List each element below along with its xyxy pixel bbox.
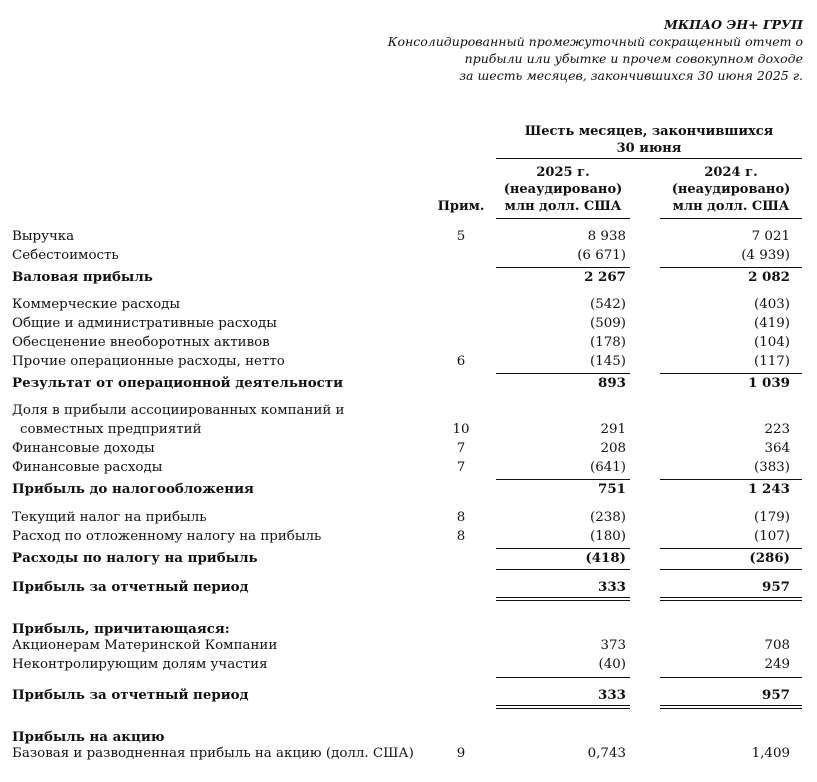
row-value-2025: 373 <box>600 638 626 653</box>
row-label: Доля в прибыли ассоциированных компаний и <box>12 403 345 418</box>
row-gross-profit <box>0 269 817 288</box>
row-label: Прибыль за отчетный период <box>12 687 249 703</box>
row-value-2025: (238) <box>589 510 626 525</box>
column-2024-header <box>660 164 802 215</box>
row-deferred-tax <box>0 529 817 548</box>
column-2025-header <box>496 164 630 215</box>
row-label: Прибыль за отчетный период <box>12 579 249 595</box>
row-value-2025: 291 <box>600 422 626 437</box>
row-value-2025: (145) <box>589 354 626 369</box>
row-label: Результат от операционной деятельности <box>12 375 344 391</box>
row-value-2025: (180) <box>589 529 626 544</box>
row-value-2024: 1,409 <box>751 746 790 761</box>
row-label: Себестоимость <box>12 248 119 263</box>
row-current-tax <box>0 510 817 529</box>
row-value-2025: (6 671) <box>577 248 626 263</box>
row-label: Финансовые расходы <box>12 460 163 475</box>
column-2024-status: (неаудировано) <box>671 182 791 197</box>
row-parent-shareholders <box>0 638 817 657</box>
row-value-2024: 223 <box>764 422 790 437</box>
row-profit-before-tax <box>0 481 817 500</box>
row-value-2024: 2 082 <box>748 269 790 285</box>
company-name: МКПАО ЭН+ ГРУП <box>663 17 803 32</box>
subtotal-line <box>496 677 630 678</box>
row-label: Общие и административные расходы <box>12 316 277 331</box>
row-value-2025: (641) <box>589 460 626 475</box>
row-value-2025: 8 938 <box>587 229 626 244</box>
period-header-line-1: Шесть месяцев, закончившихся <box>524 124 774 139</box>
report-title-line-3: за шесть месяцев, закончившихся 30 июня 2025 г. <box>459 68 803 83</box>
row-value-2024: (117) <box>753 354 790 369</box>
row-share-of-profit-line-1 <box>0 403 817 422</box>
row-value-2024: (104) <box>753 335 790 350</box>
subtotal-line <box>660 548 802 549</box>
subtotal-line <box>496 267 630 268</box>
row-note: 6 <box>456 354 466 369</box>
total-double-line <box>660 705 802 709</box>
subtotal-line <box>496 569 630 570</box>
row-value-2024: 1 243 <box>748 481 790 497</box>
row-share-of-profit <box>0 422 817 441</box>
row-value-2025: (418) <box>585 550 626 566</box>
row-value-2025: 333 <box>598 687 626 703</box>
report-title-line-2: прибыли или убытке и прочем совокупном доходе <box>464 51 803 66</box>
subtotal-line <box>496 479 630 480</box>
subtotal-line <box>660 267 802 268</box>
subtotal-line <box>660 569 802 570</box>
row-value-2024: (107) <box>753 529 790 544</box>
row-label: Текущий налог на прибыль <box>12 510 207 525</box>
row-label: Прибыль до налогообложения <box>12 481 254 497</box>
row-value-2025: (509) <box>589 316 626 331</box>
report-header <box>388 16 803 84</box>
report-title-line-1: Консолидированный промежуточный сокращенный отчет о <box>387 34 803 49</box>
row-value-2024: 7 021 <box>751 229 790 244</box>
subtotal-line <box>660 677 802 678</box>
row-note: 7 <box>456 460 466 475</box>
row-label: Расход по отложенному налогу на прибыль <box>12 529 322 544</box>
row-profit-for-period-attributed <box>0 687 817 706</box>
row-eps <box>0 746 817 765</box>
column-2025-year: 2025 г. <box>536 165 590 180</box>
row-value-2024: 1 039 <box>748 375 790 391</box>
subtotal-line <box>496 373 630 374</box>
row-value-2024: (179) <box>753 510 790 525</box>
row-label: Базовая и разводненная прибыль на акцию (долл. США) <box>12 746 414 761</box>
column-2024-underline <box>660 218 802 219</box>
subtotal-line <box>660 479 802 480</box>
row-finance-costs <box>0 460 817 479</box>
total-double-line <box>660 597 802 601</box>
row-note: 8 <box>456 510 466 525</box>
row-label: Неконтролирующим долям участия <box>12 657 268 672</box>
row-finance-income <box>0 441 817 460</box>
row-value-2025: (40) <box>598 657 626 672</box>
row-value-2024: 957 <box>762 687 790 703</box>
row-label: Акционерам Материнской Компании <box>12 638 278 653</box>
row-operating-result <box>0 375 817 394</box>
row-label: Расходы по налогу на прибыль <box>12 550 258 566</box>
column-2025-unit: млн долл. США <box>504 199 622 214</box>
row-note: 8 <box>456 529 466 544</box>
subtotal-line <box>660 373 802 374</box>
row-value-2025: 333 <box>598 579 626 595</box>
row-label: Выручка <box>12 229 75 244</box>
row-note: 10 <box>452 422 470 437</box>
row-value-2025: 0,743 <box>587 746 626 761</box>
row-non-controlling-interests <box>0 657 817 676</box>
row-value-2025: 893 <box>598 375 626 391</box>
row-revenue <box>0 229 817 248</box>
subtotal-line <box>496 548 630 549</box>
row-note: 9 <box>456 746 466 761</box>
section-heading: Прибыль на акцию <box>12 729 165 745</box>
row-value-2024: 957 <box>762 579 790 595</box>
row-value-2025: 208 <box>600 441 626 456</box>
note-column-header: Прим. <box>437 199 485 214</box>
row-label: Обесценение внеоборотных активов <box>12 335 270 350</box>
row-value-2024: (403) <box>753 297 790 312</box>
row-admin-expenses <box>0 316 817 335</box>
row-value-2024: (419) <box>753 316 790 331</box>
row-income-tax-expense <box>0 550 817 569</box>
total-double-line <box>496 597 630 601</box>
row-profit-for-period <box>0 579 817 598</box>
row-label: Валовая прибыль <box>12 269 153 285</box>
column-2025-status: (неаудировано) <box>503 182 623 197</box>
column-2024-year: 2024 г. <box>704 165 758 180</box>
period-header-line-2: 30 июня <box>616 141 682 156</box>
row-other-operating-expenses <box>0 354 817 373</box>
row-note: 7 <box>456 441 466 456</box>
row-label: Финансовые доходы <box>12 441 155 456</box>
row-value-2024: 249 <box>764 657 790 672</box>
column-2025-underline <box>496 218 630 219</box>
row-value-2024: (286) <box>749 550 790 566</box>
row-value-2024: (4 939) <box>741 248 790 263</box>
period-header <box>496 123 802 157</box>
row-impairment <box>0 335 817 354</box>
row-selling-expenses <box>0 297 817 316</box>
row-value-2024: (383) <box>753 460 790 475</box>
row-value-2025: 2 267 <box>584 269 626 285</box>
row-label: Прочие операционные расходы, нетто <box>12 354 285 369</box>
row-value-2025: (178) <box>589 335 626 350</box>
row-value-2025: (542) <box>589 297 626 312</box>
period-underline <box>496 158 802 159</box>
row-value-2024: 708 <box>764 638 790 653</box>
row-cost-of-sales <box>0 248 817 267</box>
total-double-line <box>496 705 630 709</box>
section-heading: Прибыль, причитающаяся: <box>12 621 230 637</box>
column-2024-unit: млн долл. США <box>672 199 790 214</box>
row-value-2024: 364 <box>764 441 790 456</box>
row-label: Коммерческие расходы <box>12 297 181 312</box>
row-note: 5 <box>456 229 466 244</box>
row-value-2025: 751 <box>598 481 626 497</box>
row-label: совместных предприятий <box>20 422 202 437</box>
